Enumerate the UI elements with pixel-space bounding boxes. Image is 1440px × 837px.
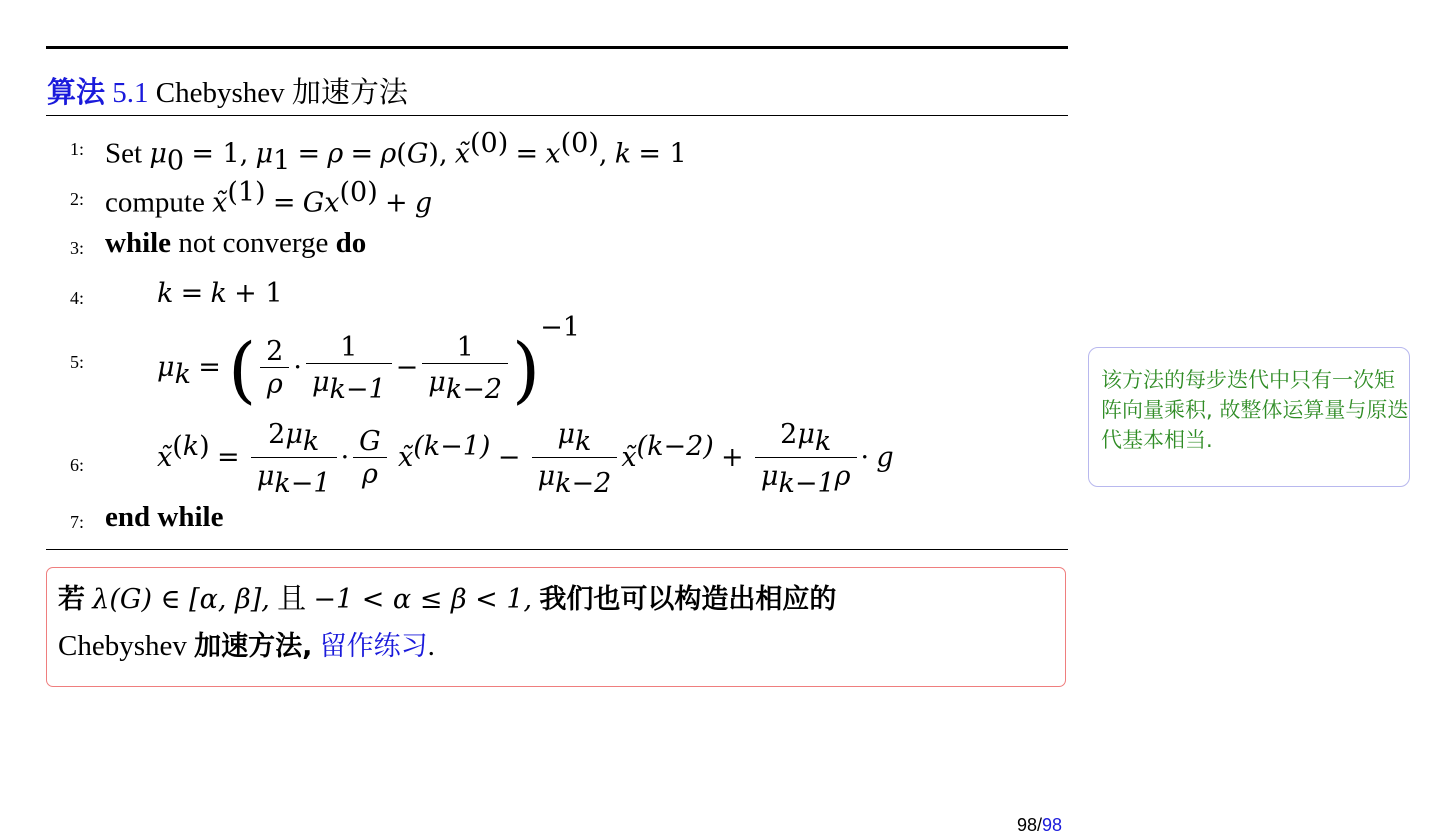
step-7 — [105, 501, 223, 534]
page-current: 98 — [1017, 815, 1038, 835]
step-5: $\mu_k$ = ( $\frac{2}{\rho}$ · $\frac{1}{\mu_{k-1}}$ − $\frac{1}{\mu_{k-2}}$ )$^{-1}$ — [157, 312, 580, 412]
line-number: 3: — [70, 238, 85, 258]
remark-text — [58, 576, 1058, 670]
step-2: compute x̃$^{(1)}$ = Gx$^{(0)}$ + g — [105, 177, 433, 219]
footer-rule — [46, 549, 1068, 550]
remark-chebyshev: Chebyshev — [58, 630, 187, 662]
exercise-link[interactable]: 留作练习 — [319, 631, 428, 662]
remark-period: . — [427, 630, 435, 662]
step-6: x̃$^{(k)}$ = $\frac{2\mu_k}{\mu_{k-1}}$ · $\frac{G}{\rho}$ x̃$^{(k-1)}$ − $\frac{\mu_k}{\mu_{k-2}}$ x̃$^{(k-2)}$ + $\frac{2\mu_k}{\mu_{k-1}\rho}$ · g — [157, 419, 894, 499]
algorithm-label: 算法 — [47, 75, 106, 109]
keyword-do: do — [335, 227, 367, 259]
page-separator: / — [1037, 815, 1043, 835]
keyword-end-while: end while — [105, 501, 224, 533]
line-number: 1: — [70, 139, 85, 159]
loop-condition: not converge — [178, 227, 329, 259]
remark-qie: 且 — [277, 583, 307, 615]
remark-math-1: λ(G) ∈ [α, β], — [92, 584, 270, 615]
line-number: 4: — [70, 288, 85, 308]
step-1: Set $\mu_0 = 1$, $\mu_1 = \rho = \rho(G)$, x̃$^{(0)}$ = $x^{(0)}$, k = 1 — [105, 128, 687, 177]
step-3 — [105, 227, 366, 260]
keyword-while: while — [105, 227, 172, 259]
side-note-text: 该方法的每步迭代中只有一次矩阵向量乘积, 故整体运算量与原迭代基本相当. — [1101, 368, 1409, 452]
algorithm-number: 5.1 — [112, 77, 149, 109]
page-number — [1017, 815, 1062, 836]
top-rule — [46, 46, 1068, 49]
algorithm-title — [47, 70, 408, 111]
remark-math-2: −1 < α ≤ β < 1, — [313, 584, 533, 615]
remark-method: 加速方法, — [194, 631, 313, 662]
remark-bold-text: 我们也可以构造出相应的 — [539, 584, 837, 615]
line-number: 7: — [70, 512, 85, 532]
remark-ruo: 若 — [58, 584, 85, 615]
header-rule — [46, 115, 1068, 116]
line-number: 5: — [70, 352, 85, 372]
page-total[interactable]: 98 — [1042, 815, 1063, 835]
line-number: 6: — [70, 455, 85, 475]
line-number: 2: — [70, 189, 85, 209]
algorithm-name: Chebyshev 加速方法 — [155, 77, 408, 109]
step-4: k = k + 1 — [157, 278, 283, 309]
